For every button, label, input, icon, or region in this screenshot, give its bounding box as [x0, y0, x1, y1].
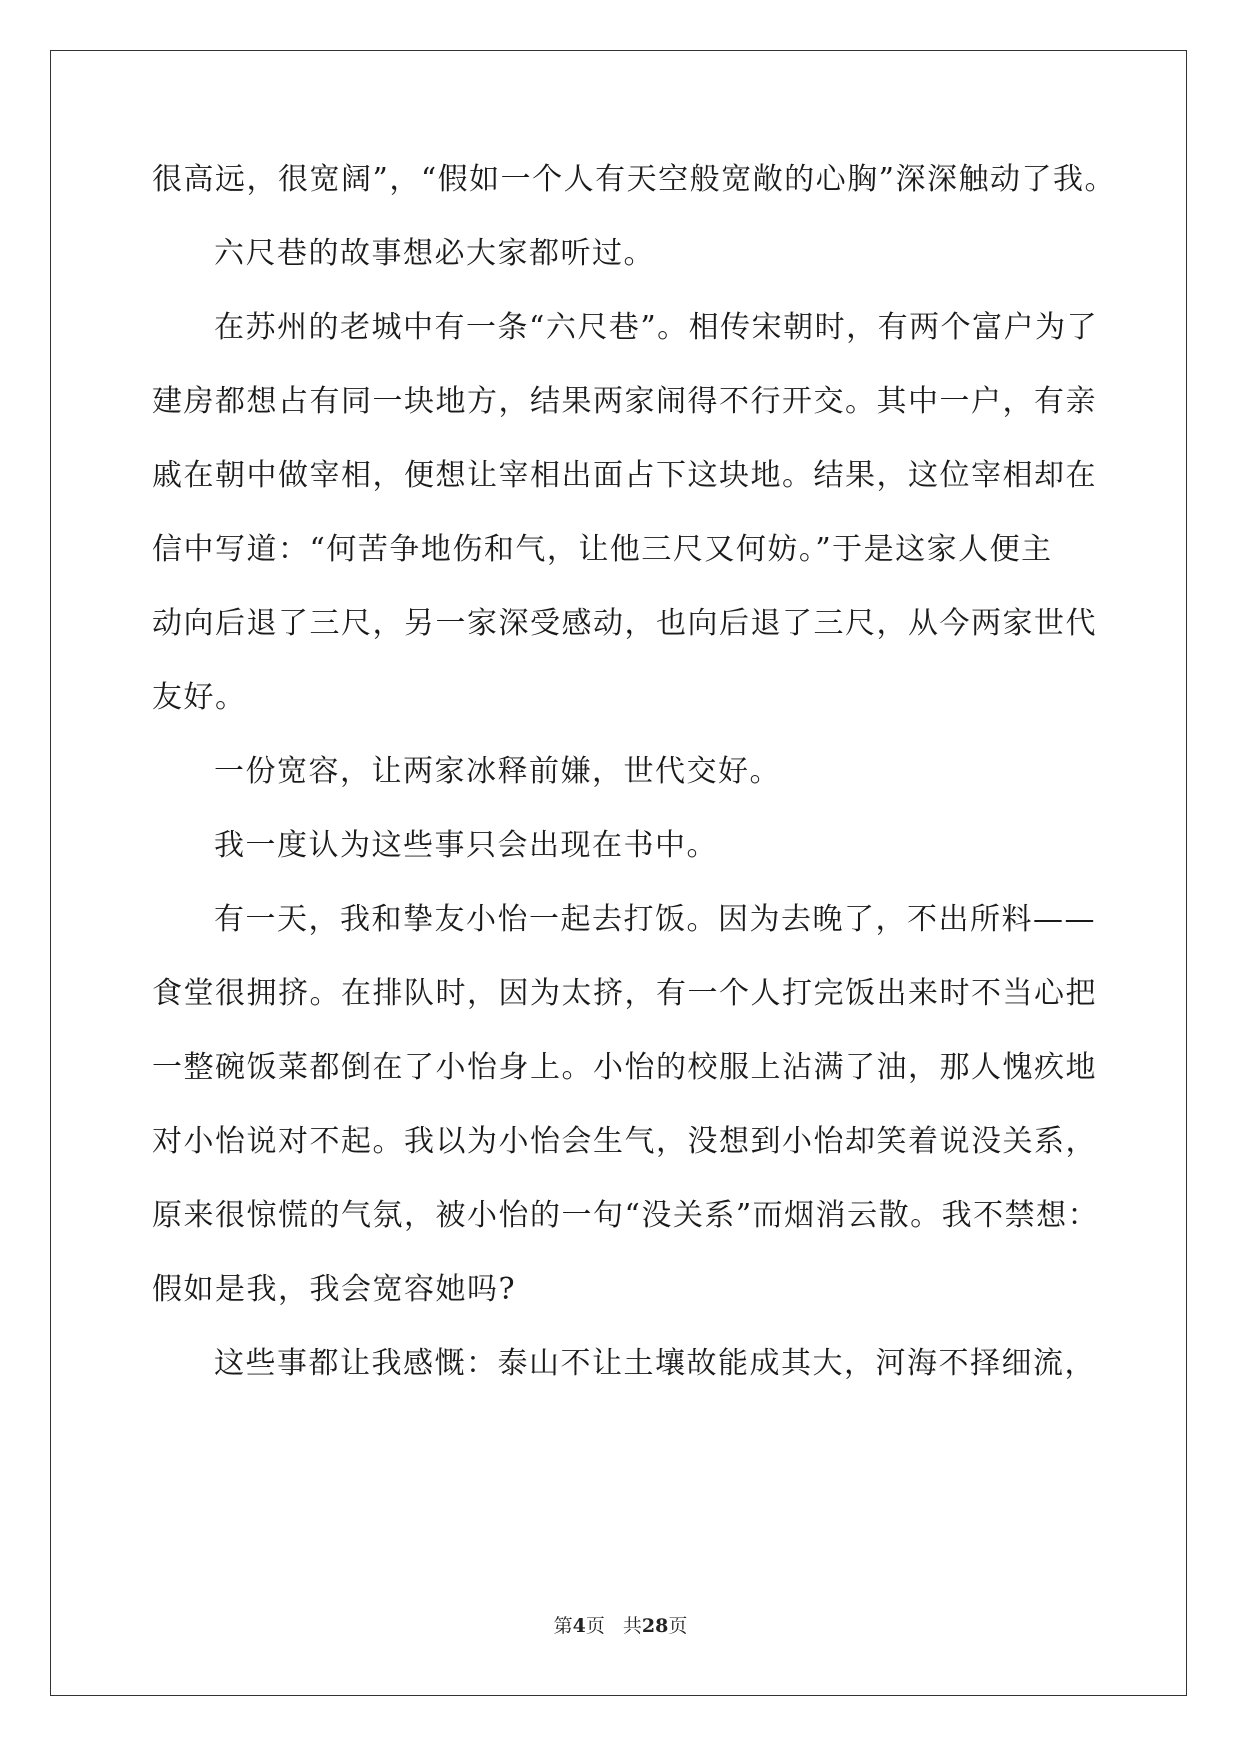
paragraph-line: 一份宽容，让两家冰释前嫌，世代交好。 — [214, 754, 781, 789]
paragraph-line: 这些事都让我感慨：泰山不让土壤故能成其大，河海不择细流， — [214, 1346, 1096, 1381]
paragraph-line: 一整碗饭菜都倒在了小怡身上。小怡的校服上沾满了油，那人愧疚地 — [152, 1050, 1097, 1085]
total-suffix: 页 — [668, 1615, 688, 1637]
paragraph-line: 信中写道：“何苦争地伤和气，让他三尺又何妨。”于是这家人便主 — [152, 532, 1053, 567]
page-number: 4 — [572, 1615, 586, 1637]
page-border — [50, 50, 1187, 1696]
page-footer — [0, 1614, 1241, 1638]
paragraph-line: 有一天，我和挚友小怡一起去打饭。因为去晚了，不出所料—— — [214, 902, 1096, 937]
paragraph-line: 建房都想占有同一块地方，结果两家闹得不行开交。其中一户，有亲 — [152, 384, 1097, 419]
page-prefix: 第 — [553, 1615, 573, 1637]
paragraph-line: 在苏州的老城中有一条“六尺巷”。相传宋朝时，有两个富户为了 — [214, 310, 1099, 345]
total-pages: 28 — [641, 1615, 669, 1637]
paragraph-line: 很高远，很宽阔”，“假如一个人有天空般宽敞的心胸”深深触动了我。 — [152, 162, 1117, 197]
paragraph-line: 假如是我，我会宽容她吗? — [152, 1272, 517, 1307]
paragraph-line: 戚在朝中做宰相，便想让宰相出面占下这块地。结果，这位宰相却在 — [152, 458, 1097, 493]
total-prefix: 共 — [622, 1615, 642, 1637]
paragraph-line: 六尺巷的故事想必大家都听过。 — [214, 236, 655, 271]
paragraph-line: 友好。 — [152, 680, 247, 715]
paragraph-line: 原来很惊慌的气氛，被小怡的一句“没关系”而烟消云散。我不禁想： — [152, 1198, 1100, 1233]
paragraph-line: 我一度认为这些事只会出现在书中。 — [214, 828, 718, 863]
paragraph-line: 动向后退了三尺，另一家深受感动，也向后退了三尺，从今两家世代 — [152, 606, 1097, 641]
paragraph-line: 对小怡说对不起。我以为小怡会生气，没想到小怡却笑着说没关系， — [152, 1124, 1097, 1159]
page-suffix: 页 — [585, 1615, 605, 1637]
paragraph-line: 食堂很拥挤。在排队时，因为太挤，有一个人打完饭出来时不当心把 — [152, 976, 1097, 1011]
